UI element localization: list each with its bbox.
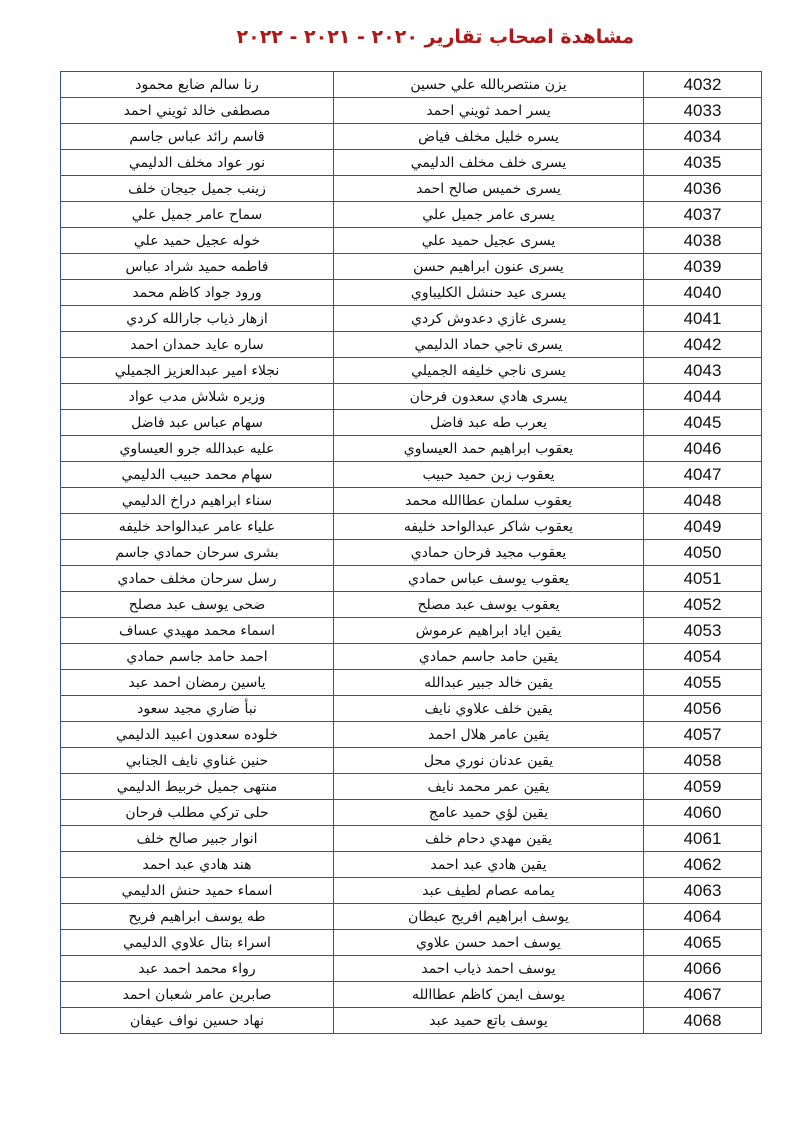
row-number-cell: 4045 [644,410,762,436]
page-title: مشاهدة اصحاب تقارير ٢٠٢٠ - ٢٠٢١ - ٢٠٢٢ [236,26,634,48]
student-name-cell: يسرى ناجي خليفه الجميلي [334,358,644,384]
row-number-cell: 4047 [644,462,762,488]
other-name-cell: عليه عبدالله جرو العيساوي [61,436,334,462]
student-name-cell: يسرى عيد حنشل الكليباوي [334,280,644,306]
row-number-cell: 4049 [644,514,762,540]
student-name-cell: يعقوب شاكر عبدالواحد خليفه [334,514,644,540]
table-row [61,592,762,618]
student-name-cell: يعقوب يوسف عبد مصلح [334,592,644,618]
row-number-cell: 4059 [644,774,762,800]
other-name-cell: فاطمه حميد شراد عباس [61,254,334,280]
student-name-cell: يقين عامر هلال احمد [334,722,644,748]
table-row [61,124,762,150]
table-row [61,800,762,826]
row-number-cell: 4034 [644,124,762,150]
row-number-cell: 4042 [644,332,762,358]
row-number-cell: 4043 [644,358,762,384]
row-number-cell: 4060 [644,800,762,826]
row-number-cell: 4040 [644,280,762,306]
table-row [61,982,762,1008]
student-name-cell: يوسف احمد ذياب احمد [334,956,644,982]
other-name-cell: احمد حامد جاسم حمادي [61,644,334,670]
table-row [61,826,762,852]
student-name-cell: يسرى خميس صالح احمد [334,176,644,202]
row-number-cell: 4032 [644,72,762,98]
other-name-cell: حلى تركي مطلب فرحان [61,800,334,826]
other-name-cell: نبأ ضاري مجيد سعود [61,696,334,722]
row-number-cell: 4062 [644,852,762,878]
row-number-cell: 4068 [644,1008,762,1034]
table-row [61,358,762,384]
student-name-cell: يسرى غازي دعدوش كردي [334,306,644,332]
table-row [61,956,762,982]
table-row [61,410,762,436]
other-name-cell: ضحى يوسف عبد مصلح [61,592,334,618]
student-name-cell: يقين حامد جاسم حمادي [334,644,644,670]
row-number-cell: 4036 [644,176,762,202]
row-number-cell: 4053 [644,618,762,644]
names-table-body [61,72,762,1034]
other-name-cell: وزيره شلاش مدب عواد [61,384,334,410]
other-name-cell: اسماء محمد مهيدي عساف [61,618,334,644]
row-number-cell: 4058 [644,748,762,774]
row-number-cell: 4054 [644,644,762,670]
other-name-cell: نور عواد مخلف الدليمي [61,150,334,176]
other-name-cell: منتهى جميل خربيط الدليمي [61,774,334,800]
other-name-cell: خوله عجيل حميد علي [61,228,334,254]
table-row [61,696,762,722]
row-number-cell: 4057 [644,722,762,748]
other-name-cell: زينب جميل جيجان خلف [61,176,334,202]
table-row [61,644,762,670]
student-name-cell: يزن منتصربالله علي حسين [334,72,644,98]
table-row [61,852,762,878]
row-number-cell: 4064 [644,904,762,930]
other-name-cell: علياء عامر عبدالواحد خليفه [61,514,334,540]
student-name-cell: يقين خلف علاوي نايف [334,696,644,722]
other-name-cell: ساره عايد حمدان احمد [61,332,334,358]
row-number-cell: 4046 [644,436,762,462]
student-name-cell: يقين هادي عبد احمد [334,852,644,878]
student-name-cell: يقين عدنان نوري محل [334,748,644,774]
student-name-cell: يسر احمد ثويني احمد [334,98,644,124]
table-row [61,280,762,306]
table-row [61,670,762,696]
table-row [61,462,762,488]
student-name-cell: يعقوب ابراهيم حمد العيساوي [334,436,644,462]
student-name-cell: يعقوب سلمان عطاالله محمد [334,488,644,514]
student-name-cell: يسرى عامر جميل علي [334,202,644,228]
row-number-cell: 4033 [644,98,762,124]
table-row [61,98,762,124]
other-name-cell: ورود جواد كاظم محمد [61,280,334,306]
row-number-cell: 4056 [644,696,762,722]
other-name-cell: سماح عامر جميل علي [61,202,334,228]
student-name-cell: يمامه عصام لطيف عبد [334,878,644,904]
table-row [61,566,762,592]
other-name-cell: طه يوسف ابراهيم فريح [61,904,334,930]
row-number-cell: 4035 [644,150,762,176]
other-name-cell: سهام محمد حبيب الدليمي [61,462,334,488]
other-name-cell: انوار جبير صالح خلف [61,826,334,852]
other-name-cell: صابرين عامر شعبان احمد [61,982,334,1008]
table-row [61,202,762,228]
student-name-cell: يسره خليل مخلف فياض [334,124,644,150]
other-name-cell: سهام عباس عبد فاضل [61,410,334,436]
table-row [61,384,762,410]
table-row [61,436,762,462]
row-number-cell: 4055 [644,670,762,696]
other-name-cell: هند هادي عبد احمد [61,852,334,878]
row-number-cell: 4066 [644,956,762,982]
student-name-cell: يقين خالد جبير عبدالله [334,670,644,696]
table-row [61,488,762,514]
student-name-cell: يسرى عنون ابراهيم حسن [334,254,644,280]
other-name-cell: رواء محمد احمد عبد [61,956,334,982]
other-name-cell: بشرى سرحان حمادي جاسم [61,540,334,566]
student-name-cell: يوسف باتع حميد عبد [334,1008,644,1034]
table-row [61,618,762,644]
student-name-cell: يعقوب زبن حميد حبيب [334,462,644,488]
row-number-cell: 4050 [644,540,762,566]
table-row [61,878,762,904]
other-name-cell: رنا سالم ضايع محمود [61,72,334,98]
student-name-cell: يسرى خلف مخلف الدليمي [334,150,644,176]
table-row [61,176,762,202]
other-name-cell: ازهار ذياب جارالله كردي [61,306,334,332]
other-name-cell: رسل سرحان مخلف حمادي [61,566,334,592]
row-number-cell: 4065 [644,930,762,956]
row-number-cell: 4051 [644,566,762,592]
other-name-cell: سناء ابراهيم دراخ الدليمي [61,488,334,514]
student-name-cell: يقين لؤي حميد عامج [334,800,644,826]
table-row [61,72,762,98]
row-number-cell: 4061 [644,826,762,852]
table-row [61,904,762,930]
other-name-cell: نهاد حسين نواف عيفان [61,1008,334,1034]
table-row [61,254,762,280]
row-number-cell: 4052 [644,592,762,618]
table-row [61,540,762,566]
names-table [60,71,762,1034]
table-row [61,150,762,176]
student-name-cell: يقين عمر محمد نايف [334,774,644,800]
row-number-cell: 4038 [644,228,762,254]
table-row [61,774,762,800]
row-number-cell: 4067 [644,982,762,1008]
student-name-cell: يوسف ابراهيم افريح عبطان [334,904,644,930]
student-name-cell: يسرى هادي سعدون فرحان [334,384,644,410]
row-number-cell: 4048 [644,488,762,514]
student-name-cell: يعقوب مجيد فرحان حمادي [334,540,644,566]
student-name-cell: يسرى ناجي حماد الدليمي [334,332,644,358]
other-name-cell: اسماء حميد حنش الدليمي [61,878,334,904]
row-number-cell: 4039 [644,254,762,280]
student-name-cell: يسرى عجيل حميد علي [334,228,644,254]
table-row [61,1008,762,1034]
other-name-cell: خلوده سعدون اعبيد الدليمي [61,722,334,748]
row-number-cell: 4063 [644,878,762,904]
table-row [61,748,762,774]
table-row [61,930,762,956]
row-number-cell: 4044 [644,384,762,410]
other-name-cell: نجلاء امير عبدالعزيز الجميلي [61,358,334,384]
row-number-cell: 4041 [644,306,762,332]
table-row [61,722,762,748]
table-row [61,332,762,358]
student-name-cell: يعقوب يوسف عباس حمادي [334,566,644,592]
row-number-cell: 4037 [644,202,762,228]
table-row [61,514,762,540]
student-name-cell: يوسف احمد حسن علاوي [334,930,644,956]
table-row [61,228,762,254]
student-name-cell: يقين مهدي دحام خلف [334,826,644,852]
student-name-cell: يوسف ايمن كاظم عطاالله [334,982,644,1008]
other-name-cell: ياسين رمضان احمد عبد [61,670,334,696]
other-name-cell: اسراء بتال علاوي الدليمي [61,930,334,956]
other-name-cell: حنين غناوي نايف الجنابي [61,748,334,774]
table-row [61,306,762,332]
student-name-cell: يقين اياد ابراهيم عرموش [334,618,644,644]
student-name-cell: يعرب طه عبد فاضل [334,410,644,436]
other-name-cell: مصطفى خالد ثويني احمد [61,98,334,124]
other-name-cell: قاسم رائد عباس جاسم [61,124,334,150]
